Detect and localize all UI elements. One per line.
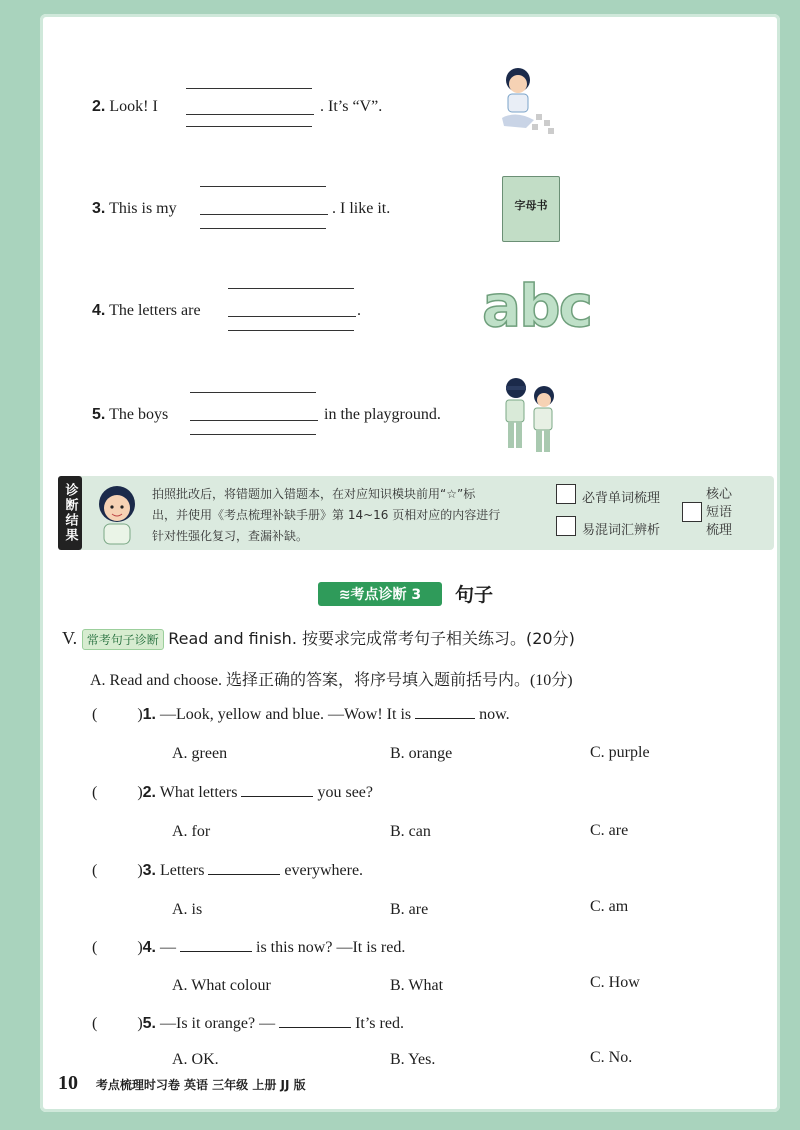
option-b[interactable]: B. orange	[390, 745, 453, 762]
part-tag: 常考句子诊断	[82, 629, 164, 650]
option-word-review: 必背单词梳理	[582, 491, 661, 506]
writing-line[interactable]	[200, 186, 326, 187]
section-title: 句子	[455, 584, 494, 606]
mcq-3: ( )3. Letters everywhere.	[92, 862, 364, 879]
answer-line[interactable]	[190, 420, 318, 421]
child-with-blocks-illustration	[496, 62, 562, 140]
option-a[interactable]: A. is	[172, 901, 203, 918]
boys-playing-illustration	[494, 374, 566, 458]
option-c[interactable]: C. are	[590, 822, 629, 839]
mcq-1: ( )1. —Look, yellow and blue. —Wow! It is now.	[92, 706, 510, 723]
section-badge: ≋考点诊断 3	[318, 582, 442, 606]
option-c[interactable]: C. purple	[590, 744, 650, 761]
checkbox-confusing-words[interactable]	[556, 516, 576, 536]
option-b[interactable]: B. What	[390, 977, 444, 994]
fill-question-5-end: in the playground.	[324, 406, 441, 423]
writing-line[interactable]	[186, 126, 312, 127]
sub-heading-a: A. Read and choose. 选择正确的答案，将序号填入题前括号内。(10分)	[90, 672, 573, 689]
mcq-4: ( )4. — is this now? —It is red.	[92, 939, 406, 956]
fill-question-3: 3. This is my	[92, 200, 177, 217]
option-b[interactable]: B. can	[390, 823, 431, 840]
answer-blank[interactable]	[208, 873, 280, 875]
answer-blank[interactable]	[279, 1026, 351, 1028]
answer-line[interactable]	[200, 214, 328, 215]
writing-line[interactable]	[190, 392, 316, 393]
abc-letters-illustration: abc	[482, 272, 592, 340]
option-c[interactable]: C. am	[590, 898, 629, 915]
answer-blank[interactable]	[241, 795, 313, 797]
option-c[interactable]: C. No.	[590, 1049, 633, 1066]
option-a[interactable]: A. OK.	[172, 1051, 219, 1068]
page-number: 10	[58, 1072, 78, 1094]
option-b[interactable]: B. Yes.	[390, 1051, 436, 1068]
checkbox-core-phrases[interactable]	[682, 502, 702, 522]
answer-line[interactable]	[186, 114, 314, 115]
option-confusing-words: 易混词汇辨析	[582, 523, 661, 538]
writing-line[interactable]	[228, 330, 354, 331]
fill-question-4-end: .	[357, 302, 361, 319]
option-a[interactable]: A. for	[172, 823, 211, 840]
writing-line[interactable]	[200, 228, 326, 229]
option-a[interactable]: A. What colour	[172, 977, 271, 994]
mcq-5: ( )5. —Is it orange? — It’s red.	[92, 1015, 404, 1032]
diagnosis-text-2: 出，并使用《考点梳理补缺手册》第 14~16 页相对应的内容进行	[152, 508, 501, 522]
option-c[interactable]: C. How	[590, 974, 640, 991]
fill-question-2: 2. Look! I	[92, 98, 158, 115]
fill-question-2-end: . It’s “V”.	[320, 98, 383, 115]
writing-line[interactable]	[190, 434, 316, 435]
fill-question-5: 5. The boys	[92, 406, 169, 423]
diagnosis-text-3: 针对性强化复习，查漏补缺。	[152, 529, 309, 543]
page-footer	[58, 1072, 306, 1095]
diagnosis-label: 诊断结果	[58, 476, 82, 550]
answer-blank[interactable]	[415, 717, 475, 719]
girl-avatar-illustration	[90, 480, 144, 546]
mcq-2: ( )2. What letters you see?	[92, 784, 373, 801]
writing-line[interactable]	[228, 288, 354, 289]
answer-blank[interactable]	[180, 950, 252, 952]
diagnosis-text-1: 拍照批改后，将错题加入错题本，在对应知识模块前用“☆”标	[152, 487, 476, 501]
letter-book-illustration: 字母书	[502, 176, 560, 242]
writing-line[interactable]	[186, 88, 312, 89]
answer-line[interactable]	[228, 316, 356, 317]
option-b[interactable]: B. are	[390, 901, 429, 918]
part-heading: V. 常考句子诊断 Read and finish. 按要求完成常考句子相关练习。(20分)	[62, 628, 575, 648]
option-a[interactable]: A. green	[172, 745, 228, 762]
book-series: 考点梳理时习卷 英语 三年级 上册 JJ 版	[95, 1078, 306, 1092]
checkbox-word-review[interactable]	[556, 484, 576, 504]
fill-question-3-end: . I like it.	[332, 200, 391, 217]
fill-question-4: 4. The letters are	[92, 302, 201, 319]
option-core-phrases: 核心短语梳理	[705, 487, 732, 538]
